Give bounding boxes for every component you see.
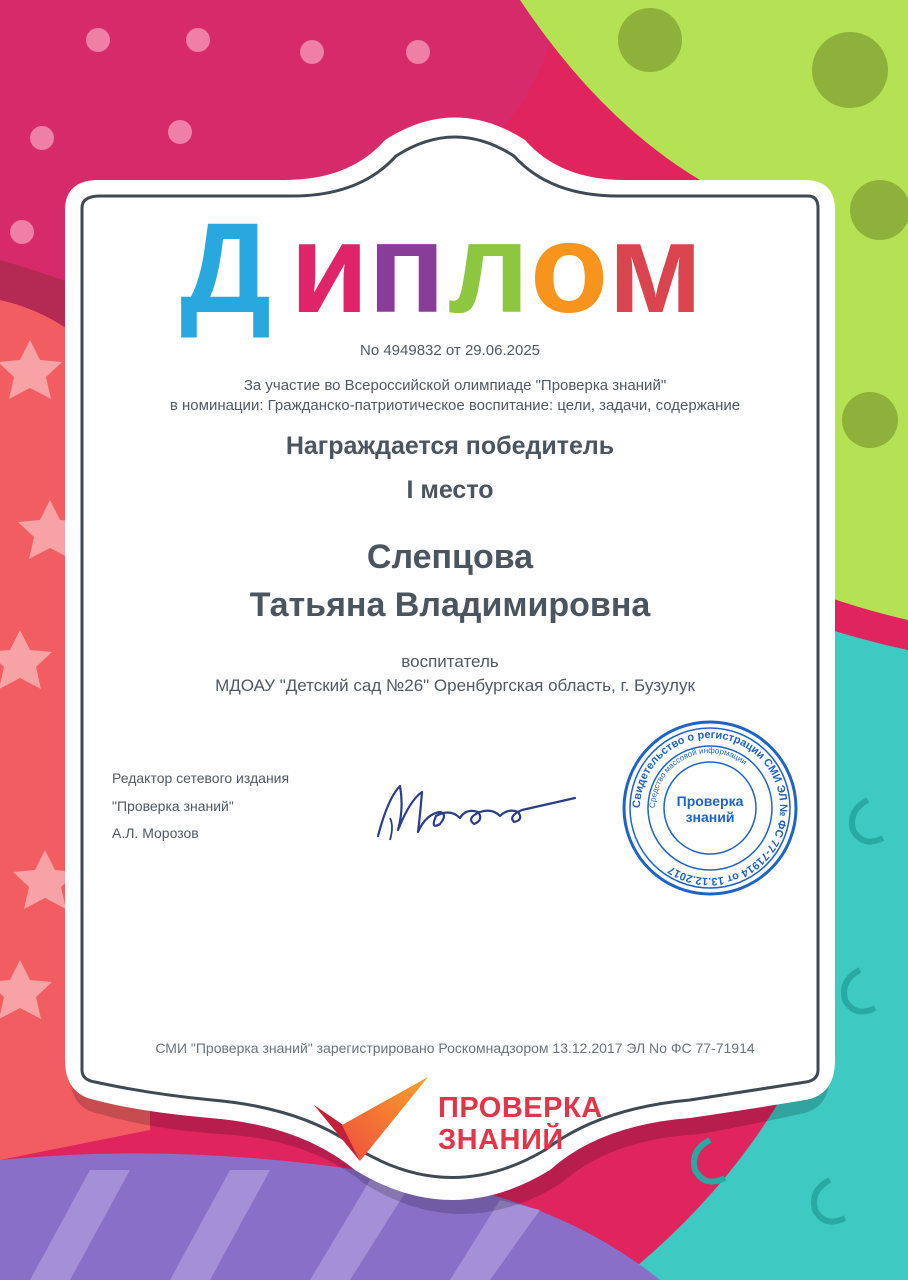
- editor-title: Редактор сетевого издания: [112, 770, 290, 786]
- diploma-title: [180, 200, 720, 340]
- registration-footnote: СМИ "Проверка знаний" зарегистрировано Роскомнадзором 13.12.2017 ЭЛ No ФС 77-71914: [155, 1040, 755, 1056]
- editor-name: А.Л. Морозов: [112, 825, 199, 841]
- stamp-ring-inner: Средство массовой информации: [647, 745, 749, 809]
- title-letter-1: Д: [180, 200, 272, 340]
- recipient-position: воспитатель: [401, 652, 499, 671]
- title-letter-3: п: [368, 200, 446, 340]
- stamp-ring-outer: Свидетельство о регистрации СМИ ЭЛ № ФС 77-71914 от 13.12.2017: [630, 728, 790, 888]
- title-letter-2: и: [290, 200, 369, 340]
- title-letter-6: м: [608, 200, 703, 340]
- recipient-institution: МДОАУ "Детский сад №26" Оренбургская область, г. Бузулук: [215, 676, 695, 695]
- place-label: I место: [406, 476, 494, 504]
- participation-text: [140, 376, 770, 416]
- stamp-center-line-2: знаний: [685, 809, 735, 825]
- title-letter-4: л: [448, 200, 530, 340]
- awarded-heading: Награждается победитель: [285, 432, 615, 460]
- stamp-center-line-1: Проверка: [676, 793, 744, 809]
- title-letter-5: о: [530, 200, 609, 340]
- brand-logo-line-2: ЗНАНИЙ: [438, 1124, 564, 1156]
- certificate-number: No 4949832 от 29.06.2025: [359, 342, 541, 359]
- checkmark-logo-icon: [312, 1075, 430, 1165]
- participation-line: За участие во Всероссийской олимпиаде "Проверка знаний": [243, 377, 667, 394]
- recipient-name: Татьяна Владимировна: [249, 586, 651, 624]
- brand-logo-line-1: ПРОВЕРКА: [438, 1092, 603, 1124]
- editor-publication: "Проверка знаний": [112, 798, 234, 814]
- nomination-line: в номинации: Гражданско-патриотическое воспитание: цели, задачи, содержание: [169, 397, 741, 414]
- signature-image: [370, 778, 585, 848]
- recipient-surname: Слепцова: [366, 538, 534, 576]
- official-stamp: [620, 718, 800, 898]
